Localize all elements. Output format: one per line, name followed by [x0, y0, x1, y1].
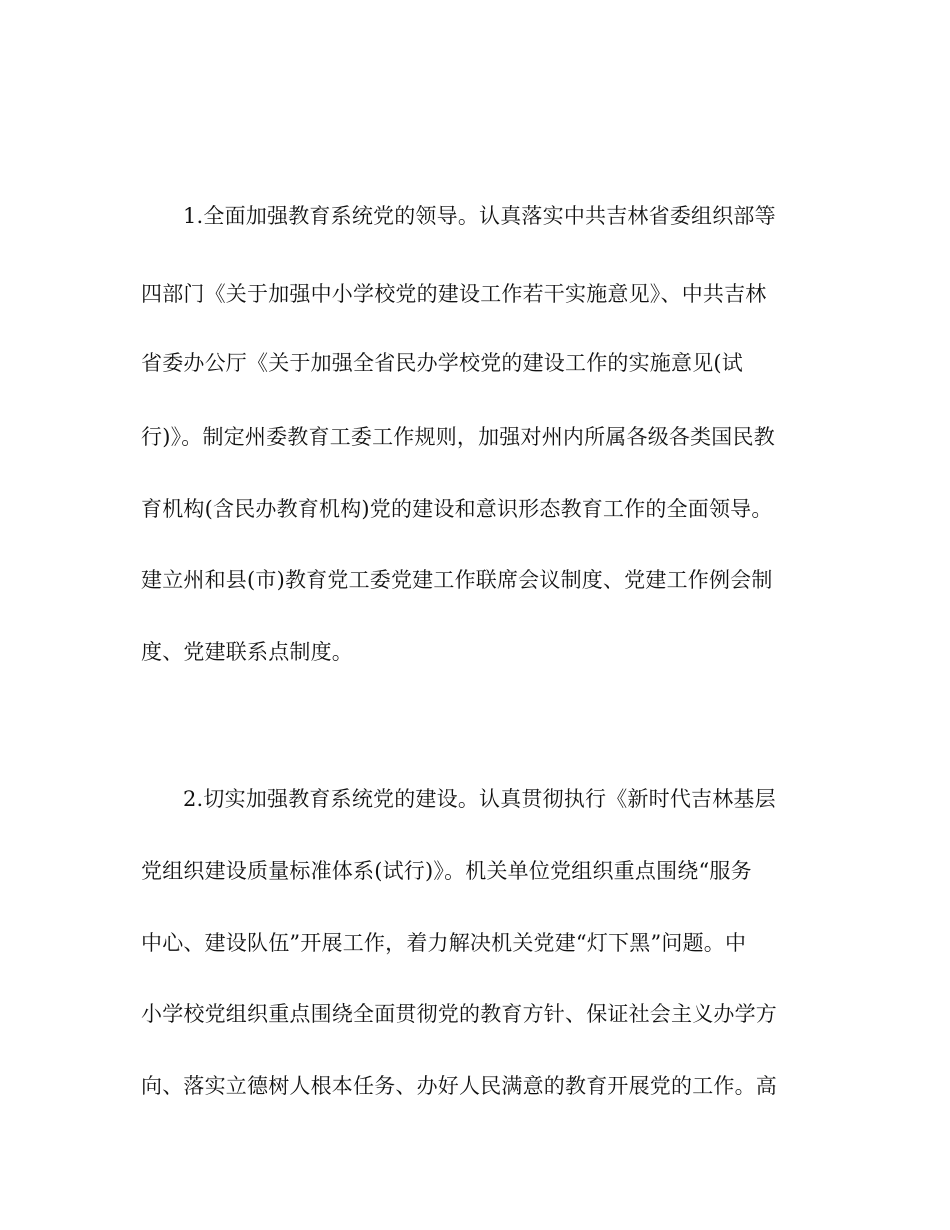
paragraph-line: 行)》。制定州委教育工委工作规则，加强对州内所属各级各类国民教: [141, 425, 775, 449]
paragraph-line: 中心、建设队伍”开展工作，着力解决机关党建“灯下黑”问题。中: [141, 931, 747, 955]
paragraph-line: 省委办公厅《关于加强全省民办学校党的建设工作的实施意见(试: [141, 351, 743, 375]
paragraph-line: 1.全面加强教育系统党的领导。认真落实中共吉林省委组织部等: [183, 204, 776, 228]
paragraph-line: 党组织建设质量标准体系(试行)》。机关单位党组织重点围绕“服务: [141, 859, 752, 883]
paragraph-line: 小学校党组织重点围绕全面贯彻党的教育方针、保证社会主义办学方: [141, 1002, 777, 1026]
paragraph-line: 四部门《关于加强中小学校党的建设工作若干实施意见》、中共吉林: [141, 282, 767, 306]
paragraph-line: 2.切实加强教育系统党的建设。认真贯彻执行《新时代吉林基层: [183, 787, 776, 811]
paragraph-line: 向、落实立德树人根本任务、办好人民满意的教育开展党的工作。高: [141, 1074, 777, 1098]
paragraph-line: 育机构(含民办教育机构)党的建设和意识形态教育工作的全面领导。: [141, 497, 773, 521]
paragraph-line: 建立州和县(市)教育党工委党建工作联席会议制度、党建工作例会制: [141, 568, 773, 592]
paragraph-line: 度、党建联系点制度。: [141, 640, 353, 664]
